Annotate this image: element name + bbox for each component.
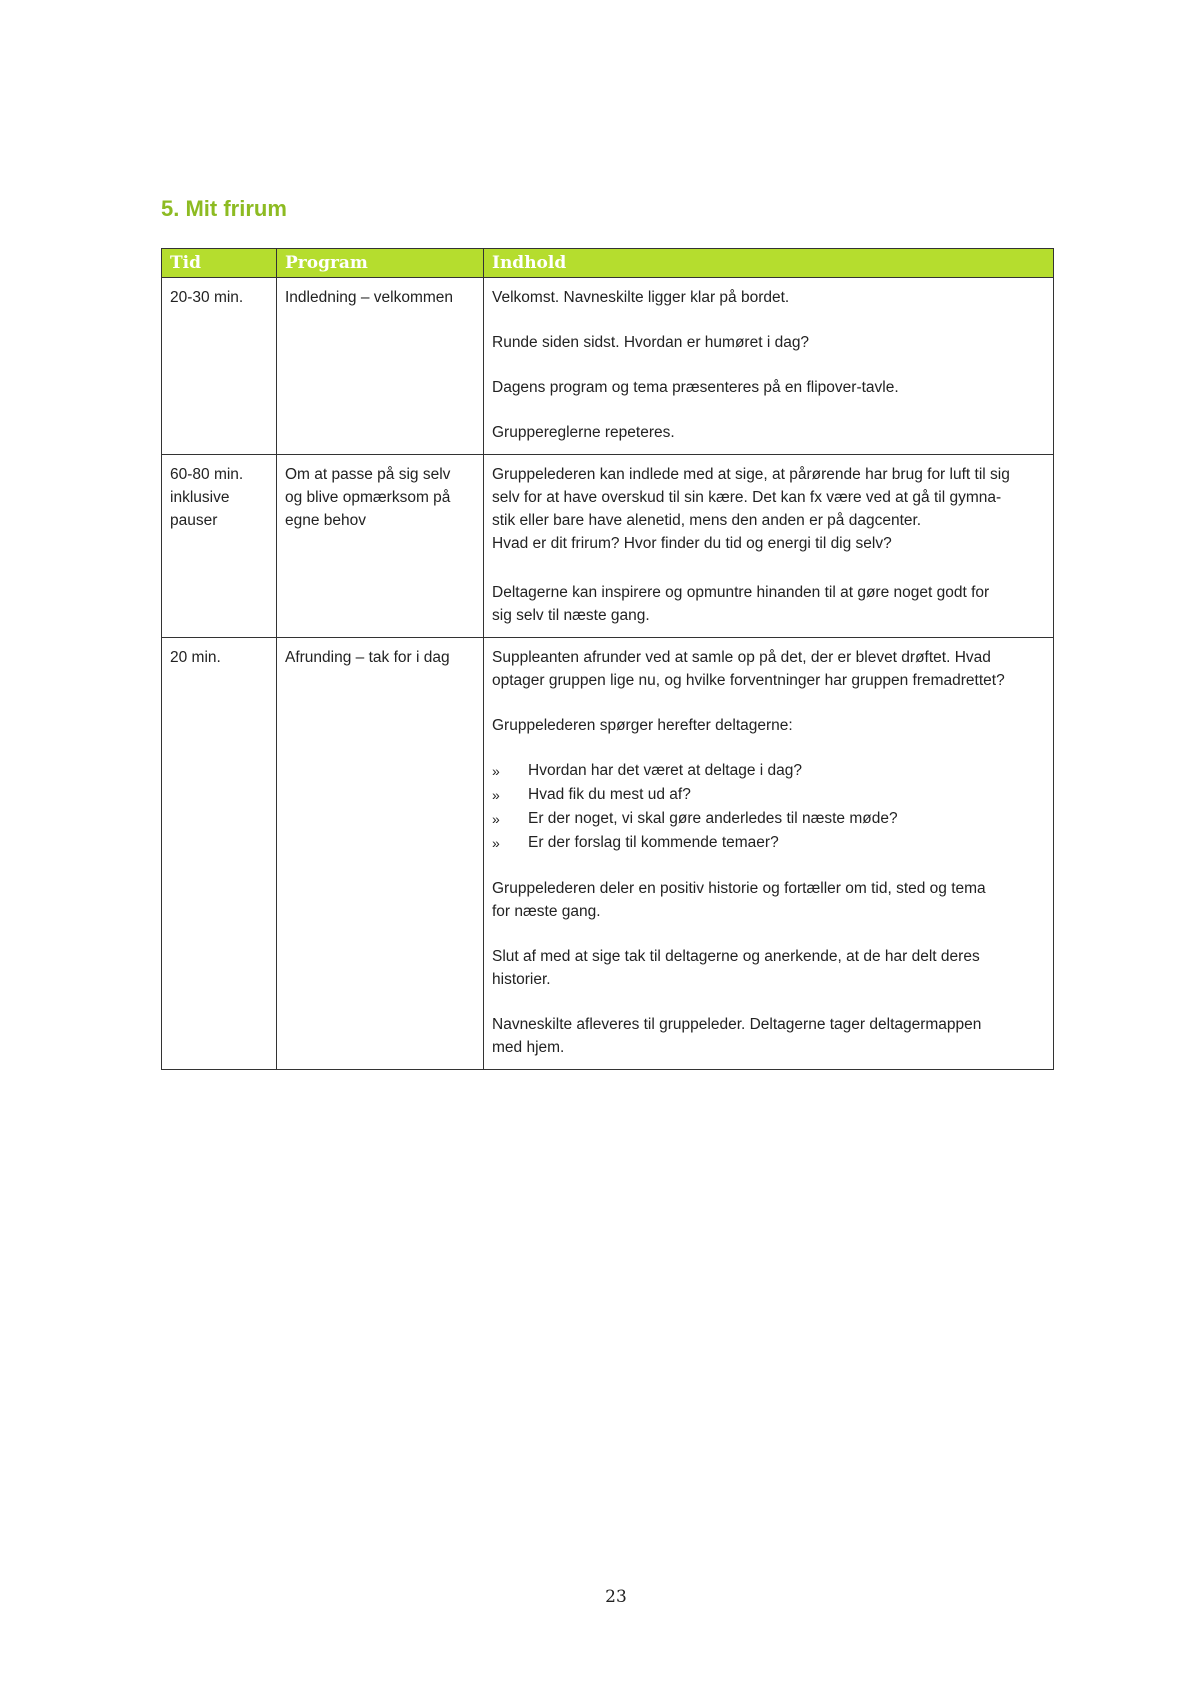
content-line: Deltagerne kan inspirere og opmuntre hinanden til at gøre noget godt for bbox=[492, 584, 990, 601]
list-item bbox=[492, 783, 1045, 807]
content-line: Navneskilte afleveres til gruppeleder. Deltagerne tager deltagermappen bbox=[492, 1016, 982, 1033]
content-line: Gruppelederen spørger herefter deltagerne: bbox=[492, 717, 793, 734]
header-indhold: Indhold bbox=[484, 249, 1054, 278]
list-item-text: Er der forslag til kommende temaer? bbox=[528, 834, 779, 851]
content-paragraph: Runde siden sidst. Hvordan er humøret i dag? bbox=[492, 334, 810, 351]
table-row bbox=[162, 638, 1054, 1070]
table-header-row bbox=[162, 249, 1054, 278]
content-paragraph: Dagens program og tema præsenteres på en flipover-tavle. bbox=[492, 379, 899, 396]
cell-tid bbox=[162, 638, 277, 1070]
bullet-mark-icon: » bbox=[492, 835, 500, 851]
program-line: Indledning – velkommen bbox=[285, 289, 454, 306]
content-line: optager gruppen lige nu, og hvilke forventninger har gruppen fremadrettet? bbox=[492, 672, 1005, 689]
cell-program bbox=[277, 638, 484, 1070]
content-line: sig selv til næste gang. bbox=[492, 607, 650, 624]
header-tid: Tid bbox=[162, 249, 277, 278]
content-line: Slut af med at sige tak til deltagerne og anerkende, at de har delt deres bbox=[492, 948, 980, 965]
cell-indhold bbox=[484, 278, 1054, 455]
tid-line: inklusive bbox=[170, 489, 230, 506]
list-item bbox=[492, 831, 1045, 855]
content-line: for næste gang. bbox=[492, 903, 601, 920]
program-line: Om at passe på sig selv bbox=[285, 466, 451, 483]
cell-indhold bbox=[484, 638, 1054, 1070]
page-number: 23 bbox=[605, 1587, 627, 1607]
cell-tid bbox=[162, 278, 277, 455]
tid-line: pauser bbox=[170, 512, 218, 529]
program-line: egne behov bbox=[285, 512, 367, 529]
bullet-mark-icon: » bbox=[492, 763, 500, 779]
cell-program bbox=[277, 455, 484, 638]
tid-line: 20-30 min. bbox=[170, 289, 244, 306]
bullet-list bbox=[492, 759, 1045, 855]
content-line: Gruppelederen deler en positiv historie og fortæller om tid, sted og tema bbox=[492, 880, 986, 897]
list-item bbox=[492, 759, 1045, 783]
bullet-mark-icon: » bbox=[492, 811, 500, 827]
tid-line: 20 min. bbox=[170, 649, 221, 666]
header-program: Program bbox=[277, 249, 484, 278]
table-row bbox=[162, 278, 1054, 455]
cell-tid bbox=[162, 455, 277, 638]
content-line: Gruppelederen kan indlede med at sige, at pårørende har brug for luft til sig bbox=[492, 466, 1010, 483]
table-row bbox=[162, 455, 1054, 638]
section-title: 5. Mit frirum bbox=[161, 196, 287, 221]
cell-indhold bbox=[484, 455, 1054, 638]
list-item bbox=[492, 807, 1045, 831]
list-item-text: Hvad fik du mest ud af? bbox=[528, 786, 691, 803]
content-line: stik eller bare have alenetid, mens den anden er på dagcenter. bbox=[492, 512, 922, 529]
list-item-text: Hvordan har det været at deltage i dag? bbox=[528, 762, 803, 779]
tid-line: 60-80 min. bbox=[170, 466, 244, 483]
content-line: med hjem. bbox=[492, 1039, 565, 1056]
content-line: selv for at have overskud til sin kære. Det kan fx være ved at gå til gymna- bbox=[492, 489, 1002, 506]
cell-program bbox=[277, 278, 484, 455]
program-table bbox=[161, 248, 1054, 1070]
content-line: Hvad er dit frirum? Hvor finder du tid og energi til dig selv? bbox=[492, 535, 892, 552]
content-line: Suppleanten afrunder ved at samle op på det, der er blevet drøftet. Hvad bbox=[492, 649, 991, 666]
content-paragraph: Gruppereglerne repeteres. bbox=[492, 424, 675, 441]
program-line: Afrunding – tak for i dag bbox=[285, 649, 450, 666]
program-line: og blive opmærksom på bbox=[285, 489, 451, 506]
list-item-text: Er der noget, vi skal gøre anderledes til næste møde? bbox=[528, 810, 898, 827]
bullet-mark-icon: » bbox=[492, 787, 500, 803]
content-line: historier. bbox=[492, 971, 551, 988]
content-paragraph: Velkomst. Navneskilte ligger klar på bordet. bbox=[492, 289, 790, 306]
